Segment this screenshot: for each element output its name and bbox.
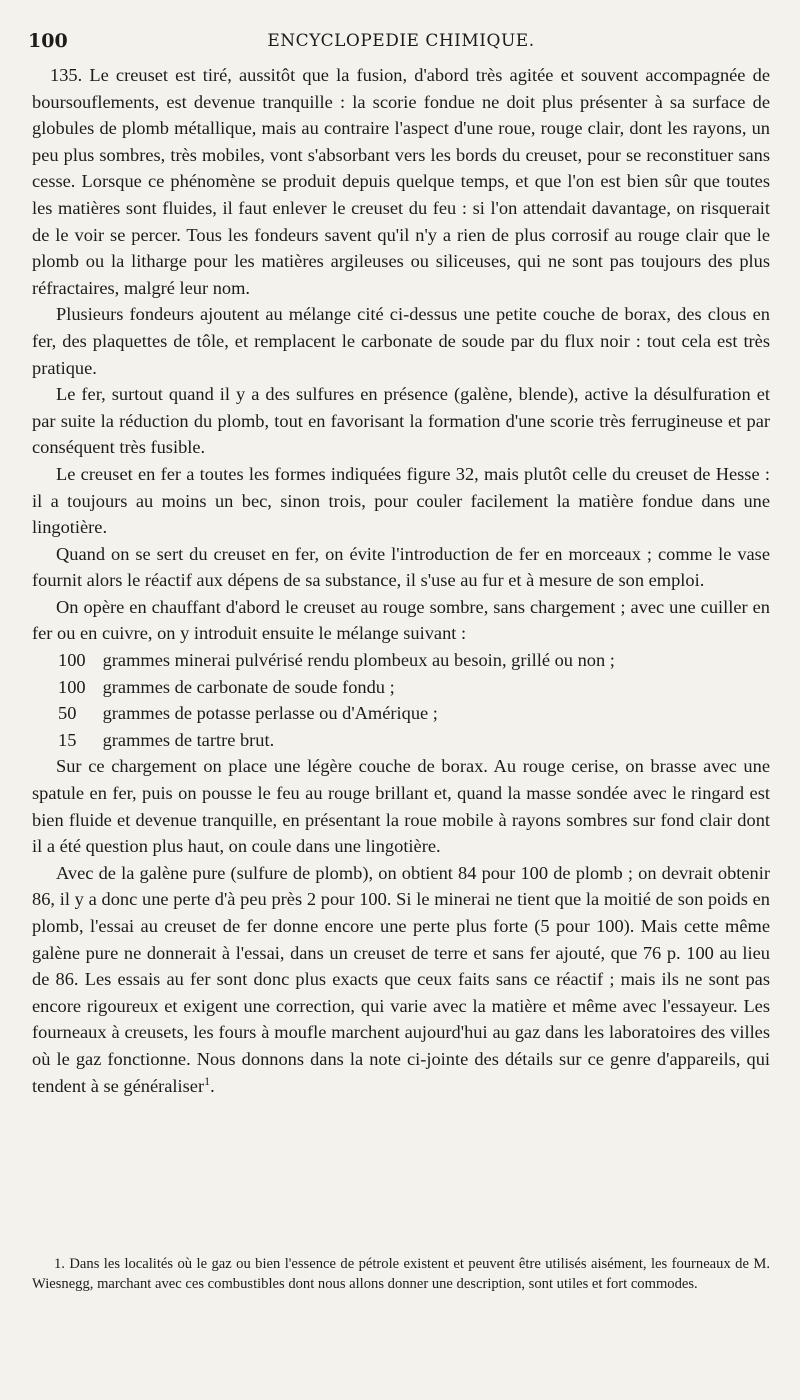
- footnote: [32, 1254, 770, 1294]
- recipe-quantity: 100: [58, 676, 86, 697]
- paragraph: On opère en chauffant d'abord le creuset au rouge sombre, sans chargement ; avec une cuiller en fer ou en cuivre, on y introduit ensuite le mélange suivant :: [32, 596, 770, 644]
- body-text: [32, 62, 770, 1099]
- paragraph: Plusieurs fondeurs ajoutent au mélange cité ci-dessus une petite couche de borax, des clous en fer, des plaquettes de tôle, et remplacent le carbonate de soude par du flux noir : tout cela est très pratique.: [32, 304, 770, 378]
- running-title: ENCYCLOPEDIE CHIMIQUE.: [267, 31, 535, 51]
- footnote-mark: 1.: [54, 1256, 65, 1272]
- recipe-quantity: 100: [58, 650, 86, 671]
- paragraph-135: [32, 62, 770, 301]
- footnote-reference[interactable]: 1: [204, 1073, 211, 1088]
- paragraph-text: Avec de la galène pure (sulfure de plomb), on obtient 84 pour 100 de plomb ; on devrait obtenir 86, il y a donc une perte d'à peu près 2 pour 100. Si le minerai ne tient que la moitié de son poids en plomb, l'essai au creuset de fer donne encore une perte plus forte (5 pour 100). Mais cette même galène pure ne donnerait à l'essai, dans un creuset de terre et sans fer ajouté, que 76 p. 100 au lieu de 86. Les essais au fer sont donc plus exacts que ceux faits sans ce réactif ; mais ils ne sont pas encore rigoureux et exigent une correction, qui varie avec la matière et même avec l'essayeur. Les fourneaux à creusets, les fours à moufle marchent aujourd'hui au gaz dans les laboratoires des villes où le gaz fonctionne. Nous donnons dans la note ci-jointe des détails sur ce genre d'appareils, qui tendent à se généraliser: [32, 862, 770, 1096]
- footnote-text: Dans les localités où le gaz ou bien l'essence de pétrole existent et peuvent être utilisés aisément, les fourneaux de M. Wiesnegg, marchant avec ces combustibles dont nous allons donner une description, sont utiles et fort commodes.: [32, 1256, 770, 1292]
- recipe-text: grammes minerai pulvérisé rendu plombeux au besoin, grillé ou non ;: [102, 650, 615, 671]
- paragraph-number: 135.: [50, 65, 83, 85]
- page-number: 100: [28, 30, 68, 52]
- recipe-item: [32, 727, 770, 754]
- paragraph: Le fer, surtout quand il y a des sulfures en présence (galène, blende), active la désulfuration et par suite la réduction du plomb, tout en favorisant la formation d'une scorie très ferrugineuse et par conséquent très fusible.: [32, 384, 770, 458]
- recipe-item: [32, 700, 770, 727]
- paragraph: Sur ce chargement on place une légère couche de borax. Au rouge cerise, on brasse avec une spatule en fer, puis on pousse le feu au rouge brillant et, quand la masse sondée avec le ringard est bien fluide et devenue tranquille, en présentant la roue mobile à rayons sombres sur fond clair dont il a été question plus haut, on coule dans une lingotière.: [32, 756, 770, 857]
- recipe-item: [32, 674, 770, 701]
- recipe-item: [32, 647, 770, 674]
- paragraph-with-note: Avec de la galène pure (sulfure de plomb), on obtient 84 pour 100 de plomb ; on devrait obtenir 86, il y a donc une perte d'à peu près 2 pour 100. Si le minerai ne tient que la moitié de son poids en plomb, l'essai au creuset de fer donne encore une perte plus forte (5 pour 100). Mais cette même galène pure ne donnerait à l'essai, dans un creuset de terre et sans fer ajouté, que 76 p. 100 au lieu de 86. Les essais au fer sont donc plus exacts que ceux faits sans ce réactif ; mais ils ne sont pas encore rigoureux et exigent une correction, qui varie avec la matière et même avec l'essayeur. Les fourneaux à creusets, les fours à moufle marchent aujourd'hui au gaz dans les laboratoires des villes où le gaz fonctionne. Nous donnons dans la note ci-jointe des détails sur ce genre d'appareils, qui tendent à se généraliser$^1$.: [32, 862, 770, 1096]
- paragraph-text: Le creuset est tiré, aussitôt que la fusion, d'abord très agitée et souvent accompagnée de boursouflements, est devenue tranquille : la scorie fondue ne doit plus présenter à sa surface de globules de plomb métallique, mais au contraire l'aspect d'une roue, rouge clair, dont les rayons, un peu plus sombres, très mobiles, vont s'absorbant vers les bords du creuset, pour se reconstituer sans cesse. Lorsque ce phénomène se produit depuis quelque temps, et que l'on est bien sûr que toutes les matières sont fluides, il faut enlever le creuset du feu : si l'on attendait davantage, on risquerait de le voir se percer. Tous les fondeurs savent qu'il n'y a rien de plus corrosif au rouge clair que le plomb ou la litharge pour les matières argileuses ou siliceuses, qui ne sont pas toujours des plus réfractaires, malgré leur nom.: [32, 65, 770, 298]
- recipe-text: grammes de potasse perlasse ou d'Amérique ;: [102, 703, 438, 724]
- recipe-quantity: 15: [58, 729, 77, 750]
- recipe-text: grammes de carbonate de soude fondu ;: [102, 676, 395, 697]
- recipe-list: [32, 647, 770, 753]
- paragraph: Quand on se sert du creuset en fer, on évite l'introduction de fer en morceaux ; comme le vase fournit alors le réactif aux dépens de sa substance, il s'use au fur et à mesure de son emploi.: [32, 543, 770, 591]
- running-head: [28, 30, 774, 54]
- recipe-quantity: 50: [58, 703, 77, 724]
- paragraph: Le creuset en fer a toutes les formes indiquées figure 32, mais plutôt celle du creuset de Hesse : il a toujours au moins un bec, sinon trois, pour couler facilement la matière fondue dans une lingotière.: [32, 463, 770, 538]
- recipe-text: grammes de tartre brut.: [102, 729, 275, 750]
